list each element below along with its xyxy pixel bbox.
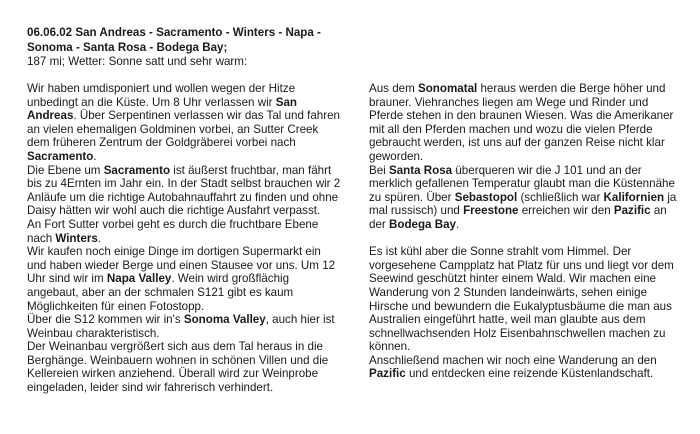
paragraph-start: Wir haben umdisponiert und wollen wegen der Hitze unbedingt an die Küste. Um 8 Uhr verlassen wir San Andreas. Über Serpentinen verlassen wir das Tal und fahren an vielen ehemaligen Goldminen vorbei, an Sutter Creek dem früheren Zentrum der Goldgräberei vorbei nach Sacramento. <box>27 82 340 163</box>
paragraph-napa: Wir kaufen noch einige Dinge im dortigen Supermarkt ein und haben wieder Berge und einen Stausee vor uns. Um 12 Uhr sind wir im Napa Valley. Wein wird großflächig angebaut, aber an der schmalen S121 gibt es kaum Möglichkeiten für einen Fotostopp. <box>27 245 336 313</box>
paragraph-santa-rosa: Bei Santa Rosa überqueren wir die J 101 und an der merklich gefallenen Temperatur glaubt man die Küstennähe zu spüren. Über Sebastopol (schließlich war Kalifornien ja mal russisch) und Freestone erreichen wir den Pazific an der Bodega Bay. <box>369 163 677 231</box>
place-freestone: Freestone <box>463 204 519 218</box>
place-sacramento: Sacramento <box>27 149 94 163</box>
left-column <box>27 82 343 395</box>
entry-title: 06.06.02 San Andreas - Sacramento - Winters - Napa - Sonoma - Santa Rosa - Bodega Bay; <box>27 26 321 54</box>
paragraph-sonomatal: Aus dem Sonomatal heraus werden die Berge höher und brauner. Viehranches liegen am Wege und Rinder und Pferde stehen in den braunen Wiesen. Was die Amerikaner mit all den Pferden machen und wozu die vielen Pferde gebraucht werden, ist uns auf der ganzen Reise nicht klar geworden. <box>369 82 674 163</box>
place-san-andreas: San Andreas <box>27 95 298 123</box>
place-napa-valley: Napa Valley <box>106 272 172 286</box>
paragraph-sacramento: Die Ebene um Sacramento ist äußerst fruchtbar, man fährt bis zu 4Ernten im Jahr ein. In der Stadt selbst brauchen wir 2 Anläufe um die richtige Autobahnauffahrt zu finden und ohne Daisy hätten wir wohl auch die richtige Ausfahrt verpasst. <box>27 163 341 218</box>
paragraph-fort-sutter: An Fort Sutter vorbei geht es durch die fruchtbare Ebene nach Winters. <box>27 217 319 245</box>
place-pazific-2: Pazific <box>369 367 406 381</box>
right-column <box>369 82 682 381</box>
place-winters: Winters <box>55 231 98 245</box>
place-sonomatal: Sonomatal <box>417 82 478 95</box>
paragraph-weinbau: Der Weinanbau vergrößert sich aus dem Tal heraus in die Berghänge. Weinbauern wohnen in schönen Villen und die Kellereien wirken anziehend. Überall wird zur Weinprobe eingeladen, leider sind wir fahrerisch verhindert. <box>27 340 329 395</box>
place-santa-rosa: Santa Rosa <box>388 163 453 177</box>
place-bodega-bay: Bodega Bay <box>388 217 456 231</box>
place-kalifornien: Kalifornien <box>603 190 665 204</box>
entry-subtitle: 187 mi; Wetter: Sonne satt und sehr warm: <box>27 55 248 69</box>
paragraph-sonoma: Über die S12 kommen wir in's Sonoma Valley, auch hier ist Weinbau charakteristisch. <box>27 313 335 340</box>
paragraph-wanderung: Anschließend machen wir noch eine Wanderung an den Pazific und entdecken eine reizende Küstenlandschaft. <box>369 353 657 381</box>
paragraph-campplatz: Es ist kühl aber die Sonne strahlt vom Himmel. Der vorgesehene Campplatz hat Platz für uns und liegt vor dem Seewind geschützt hinter einem Wald. Wir machen eine Wanderung von 2 Stunden landeinwärts, sehen einige Hirsche und bewundern die Eukalyptusbäume die man aus Australien eingeführt hatte, weil man glaubte aus dem schnellwachsenden Holz Eisenbahnschwellen machen zu können. <box>369 245 674 354</box>
place-pazific: Pazific <box>613 204 651 218</box>
place-sacramento-2: Sacramento <box>103 163 171 177</box>
place-sonoma-valley: Sonoma Valley <box>183 313 266 327</box>
entry-header <box>27 26 357 70</box>
place-sebastopol: Sebastopol <box>454 190 518 204</box>
